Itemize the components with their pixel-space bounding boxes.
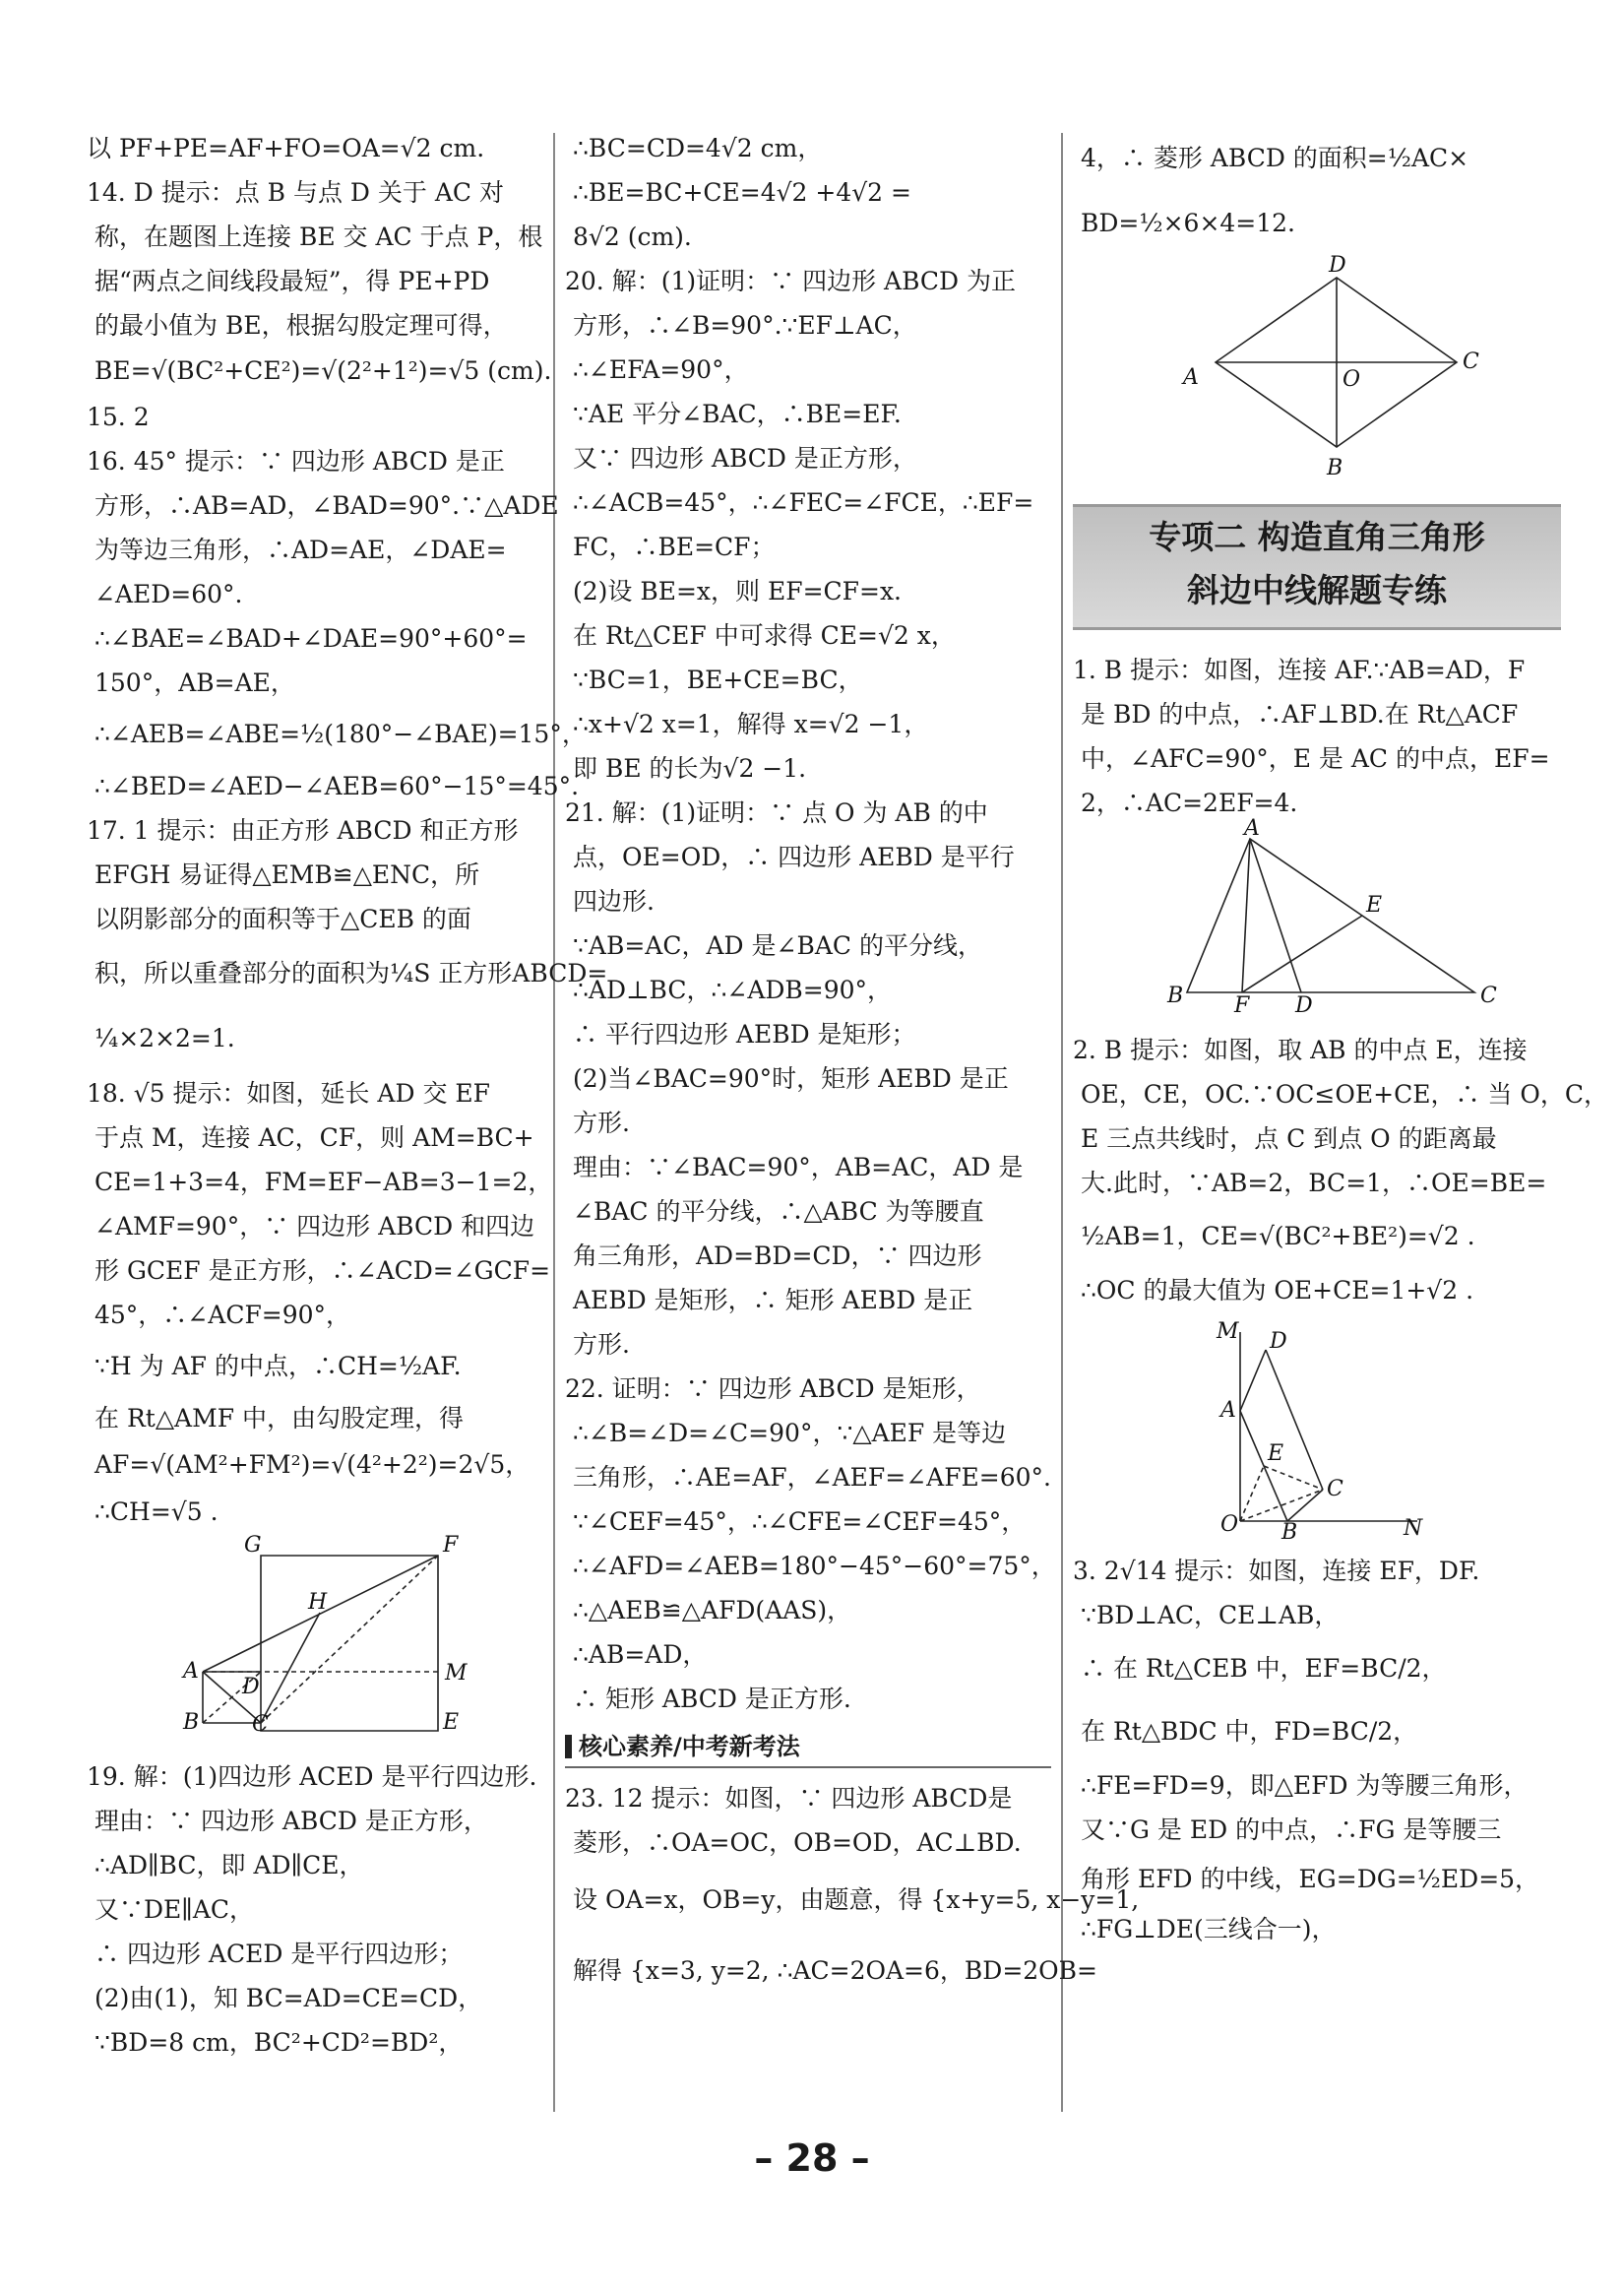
text-line: ∠BAC 的平分线，∴△ABC 为等腰直: [573, 1197, 984, 1226]
segment-ad: [1250, 839, 1301, 992]
text-line: 菱形，∴OA=OC，OB=OD，AC⊥BD.: [573, 1828, 1022, 1857]
figure-1-triangle: [1073, 816, 1561, 1018]
section-banner: [1073, 504, 1561, 630]
text-line: ∴BC=CD=4√2 cm，: [573, 134, 823, 162]
label-b: B: [1281, 1520, 1298, 1545]
text-line: ∵AE 平分∠BAC，∴BE=EF.: [573, 400, 902, 428]
text-line: 为等边三角形，∴AD=AE，∠DAE=: [94, 536, 507, 564]
label-d: D: [1295, 993, 1313, 1018]
answer-17: 17. 1 提示：由正方形 ABCD 和正方形: [87, 816, 519, 845]
label-d: D: [1329, 253, 1346, 278]
text-line: ∴AD∥BC，即 AD∥CE，: [94, 1851, 364, 1879]
text-line: ∴ 在 Rt△CEB 中，EF=BC/2，: [1081, 1654, 1447, 1683]
label-a: A: [1244, 816, 1260, 841]
text-line: 又∵DE∥AC，: [94, 1895, 255, 1924]
label-c: C: [252, 1712, 269, 1737]
column-divider: [553, 133, 555, 2112]
label-a: A: [183, 1659, 199, 1684]
text-line: ∴∠BAE=∠BAD+∠DAE=90°+60°=: [94, 624, 528, 653]
label-o: O: [1343, 367, 1361, 392]
answer-23: 23. 12 提示：如图，∵ 四边形 ABCD是: [565, 1784, 1013, 1813]
text-line: 在 Rt△BDC 中，FD=BC/2，: [1081, 1717, 1418, 1746]
column-divider: [1061, 133, 1063, 2112]
text-line: ∴FE=FD=9，即△EFD 为等腰三角形，: [1081, 1771, 1529, 1800]
label-c: C: [1463, 350, 1479, 374]
text-line: ∴ 矩形 ABCD 是正方形.: [573, 1685, 851, 1713]
banner-subtitle: 斜边中线解题专练: [1187, 571, 1447, 609]
text-line: OE，CE，OC.∵OC≤OE+CE，∴ 当 O，C，: [1081, 1080, 1608, 1109]
text-line: CE=1+3=4，FM=EF−AB=3−1=2，: [94, 1168, 553, 1196]
text-line: ∴∠ACB=45°，∴∠FEC=∠FCE，∴EF=: [573, 488, 1034, 517]
text-line: EFGH 易证得△EMB≌△ENC，所: [94, 860, 480, 889]
text-line: 积，所以重叠部分的面积为¼S 正方形ABCD=: [94, 959, 608, 987]
text-line: 方形.: [573, 1330, 630, 1359]
figure-2-svg: [1073, 1312, 1561, 1545]
text-line: 方形，∴AB=AD，∠BAD=90°.∵△ADE: [94, 491, 559, 520]
text-line: 设 OA=x，OB=y，由题意，得 {x+y=5, x−y=1,: [573, 1885, 1140, 1914]
text-line: ∴AB=AD，: [573, 1640, 708, 1669]
answer-20: 20. 解：(1)证明：∵ 四边形 ABCD 为正: [565, 267, 1017, 295]
label-d: D: [1270, 1329, 1287, 1354]
text-line: 理由：∵ 四边形 ABCD 是正方形，: [94, 1807, 488, 1835]
text-line: 150°，AB=AE，: [94, 668, 295, 697]
label-b: B: [1327, 456, 1343, 480]
answer-19: 19. 解：(1)四边形 ACED 是平行四边形.: [87, 1762, 537, 1791]
text-line: ∵BD=8 cm，BC²+CD²=BD²，: [94, 2028, 464, 2057]
text-line: (2)当∠BAC=90°时，矩形 AEBD 是正: [573, 1064, 1009, 1093]
text-line: 解得 {x=3, y=2, ∴AC=2OA=6，BD=2OB=: [573, 1956, 1097, 1985]
text-line: ½AB=1，CE=√(BC²+BE²)=√2 .: [1081, 1222, 1475, 1250]
text-line: 又∵ 四边形 ABCD 是正方形，: [573, 444, 917, 473]
segment-af: [1242, 839, 1250, 992]
text-line: ∴x+√2 x=1，解得 x=√2 −1，: [573, 710, 929, 738]
text-line: 是 BD 的中点，∴AF⊥BD.在 Rt△ACF: [1081, 700, 1519, 729]
text-line: ∵AB=AC，AD 是∠BAC 的平分线，: [573, 931, 982, 960]
label-n: N: [1404, 1516, 1423, 1541]
text-line: ∴BE=BC+CE=4√2 +4√2 =: [573, 178, 911, 207]
text-line: ∴△AEB≌△AFD(AAS)，: [573, 1596, 852, 1624]
text-line: 8√2 (cm).: [573, 223, 692, 251]
text-line: 的最小值为 BE，根据勾股定理可得，: [94, 311, 508, 340]
segment-bc: [1287, 1490, 1323, 1521]
text-line: 称，在题图上连接 BE 交 AC 于点 P，根: [94, 223, 543, 251]
label-b: B: [183, 1710, 200, 1735]
text-line: BE=√(BC²+CE²)=√(2²+1²)=√5 (cm).: [94, 356, 552, 385]
answer-2: 2. B 提示：如图，取 AB 的中点 E，连接: [1073, 1036, 1528, 1064]
answer-14: 14. D 提示：点 B 与点 D 关于 AC 对: [87, 178, 504, 207]
answer-3: 3. 2√14 提示：如图，连接 EF，DF.: [1073, 1557, 1480, 1585]
segment-ad: [1240, 1350, 1266, 1411]
text-line: 理由：∵∠BAC=90°，AB=AC，AD 是: [573, 1153, 1024, 1181]
figure-2-axes: [1073, 1312, 1561, 1545]
label-f: F: [1234, 993, 1250, 1018]
figure-18-squares: [87, 1533, 541, 1737]
label-m: M: [445, 1661, 468, 1686]
text-line: AEBD 是矩形，∴ 矩形 AEBD 是正: [573, 1286, 973, 1314]
answer-21: 21. 解：(1)证明：∵ 点 O 为 AB 的中: [565, 798, 988, 827]
text-line: 中，∠AFC=90°，E 是 AC 的中点，EF=: [1081, 744, 1550, 773]
label-c: C: [1480, 984, 1497, 1008]
text-line: E 三点共线时，点 C 到点 O 的距离最: [1081, 1124, 1497, 1153]
text-line: (2)设 BE=x，则 EF=CF=x.: [573, 577, 902, 605]
label-a: A: [1183, 365, 1199, 390]
text-line: ∴AD⊥BC，∴∠ADB=90°，: [573, 976, 893, 1004]
section-heading: 核心素养/中考新考法: [565, 1727, 1051, 1768]
text-line: 2，∴AC=2EF=4.: [1081, 789, 1298, 817]
segment-dc: [1266, 1350, 1323, 1490]
text-line: 形 GCEF 是正方形，∴∠ACD=∠GCF=: [94, 1256, 551, 1285]
answer-15: 15. 2: [87, 403, 150, 431]
figure-rhombus-svg: [1073, 253, 1561, 482]
text-line: 三角形，∴AE=AF，∠AEF=∠AFE=60°.: [573, 1463, 1051, 1492]
segment-cf: [261, 1556, 438, 1723]
text-line: ∵∠CEF=45°，∴∠CFE=∠CEF=45°，: [573, 1507, 1027, 1536]
column-2: [565, 126, 1140, 2006]
text-line: ∴OC 的最大值为 OE+CE=1+√2 .: [1081, 1276, 1474, 1305]
figure-rhombus: [1073, 253, 1561, 482]
text-line: ∴∠AFD=∠AEB=180°−45°−60°=75°，: [573, 1552, 1056, 1580]
label-e: E: [443, 1710, 460, 1735]
answer-22: 22. 证明：∵ 四边形 ABCD 是矩形，: [565, 1374, 981, 1403]
page-number: – 28 –: [754, 2136, 870, 2180]
text-line: 45°，∴∠ACF=90°，: [94, 1301, 351, 1329]
text-line: FC，∴BE=CF；: [573, 533, 776, 561]
answer-1: 1. B 提示：如图，连接 AF.∵AB=AD，F: [1073, 656, 1526, 684]
text-line: 方形.: [573, 1109, 630, 1137]
text-line: ∴ 四边形 ACED 是平行四边形；: [94, 1940, 464, 1968]
segment-fe: [1242, 916, 1362, 992]
label-b: B: [1167, 984, 1184, 1008]
figure-18-svg: [87, 1533, 541, 1737]
text-line: ∴ 平行四边形 AEBD 是矩形；: [573, 1020, 916, 1049]
label-h: H: [308, 1590, 328, 1615]
text-line: ∠AMF=90°，∵ 四边形 ABCD 和四边: [94, 1212, 535, 1241]
text-line: 方形，∴∠B=90°.∵EF⊥AC，: [573, 311, 917, 340]
text-line: ¼×2×2=1.: [94, 1024, 235, 1052]
text-line: ∵H 为 AF 的中点，∴CH=½AF.: [94, 1352, 462, 1380]
label-d: D: [242, 1675, 260, 1699]
text-line: 4，∴ 菱形 ABCD 的面积=½AC×: [1081, 144, 1469, 172]
label-f: F: [443, 1533, 459, 1558]
text-line: 大.此时，∵AB=2，BC=1，∴OE=BE=: [1081, 1169, 1547, 1197]
text-line: ∵BD⊥AC，CE⊥AB，: [1081, 1601, 1340, 1629]
column-3: [1073, 126, 1608, 1951]
text-line: 四边形.: [573, 887, 655, 916]
text-line: 点，OE=OD，∴ 四边形 AEBD 是平行: [573, 843, 1015, 871]
square-gcef: [261, 1556, 438, 1731]
text-line: 角形 EFD 的中线，EG=DG=½ED=5，: [1081, 1865, 1540, 1893]
banner-title: 专项二 构造直角三角形: [1149, 518, 1485, 556]
text-line: ∴∠BED=∠AED−∠AEB=60°−15°=45°.: [94, 772, 580, 800]
answer-16: 16. 45° 提示：∵ 四边形 ABCD 是正: [87, 447, 505, 476]
text-line: 以阴影部分的面积等于△CEB 的面: [94, 905, 471, 933]
label-m: M: [1217, 1319, 1239, 1344]
label-e: E: [1268, 1441, 1284, 1466]
text-line: 在 Rt△CEF 中可求得 CE=√2 x，: [573, 621, 956, 650]
label-a: A: [1220, 1398, 1236, 1423]
text-line: 以 PF+PE=AF+FO=OA=√2 cm.: [87, 134, 485, 162]
label-o: O: [1220, 1512, 1239, 1537]
label-e: E: [1366, 893, 1383, 918]
text-line: BD=½×6×4=12.: [1081, 209, 1296, 237]
text-line: 在 Rt△AMF 中，由勾股定理，得: [94, 1404, 464, 1432]
text-line: ∴FG⊥DE(三线合一)，: [1081, 1915, 1337, 1943]
triangle-abc: [1187, 839, 1474, 992]
text-line: ∴∠EFA=90°，: [573, 355, 749, 384]
figure-1-svg: [1073, 816, 1561, 1018]
text-line: ∵BC=1，BE+CE=BC，: [573, 666, 863, 694]
text-line: ∴∠AEB=∠ABE=½(180°−∠BAE)=15°，: [94, 720, 587, 748]
text-line: ∠AED=60°.: [94, 580, 243, 608]
answer-18: 18. √5 提示：如图，延长 AD 交 EF: [87, 1079, 491, 1108]
text-line: 角三角形，AD=BD=CD，∵ 四边形: [573, 1242, 982, 1270]
text-line: AF=√(AM²+FM²)=√(4²+2²)=2√5，: [94, 1450, 531, 1479]
text-line: 于点 M，连接 AC，CF，则 AM=BC+: [94, 1123, 534, 1152]
text-line: (2)由(1)，知 BC=AD=CE=CD，: [94, 1984, 483, 2012]
text-line: ∴CH=√5 .: [94, 1497, 219, 1526]
text-line: 据“两点之间线段最短”，得 PE+PD: [94, 267, 490, 295]
text-line: 又∵G 是 ED 的中点，∴FG 是等腰三: [1081, 1815, 1502, 1844]
text-line: 即 BE 的长为√2 −1.: [573, 754, 807, 783]
text-line: ∴∠B=∠D=∠C=90°，∵△AEF 是等边: [573, 1419, 1007, 1447]
label-c: C: [1327, 1477, 1343, 1501]
column-1: [87, 126, 608, 2065]
label-g: G: [244, 1533, 262, 1558]
